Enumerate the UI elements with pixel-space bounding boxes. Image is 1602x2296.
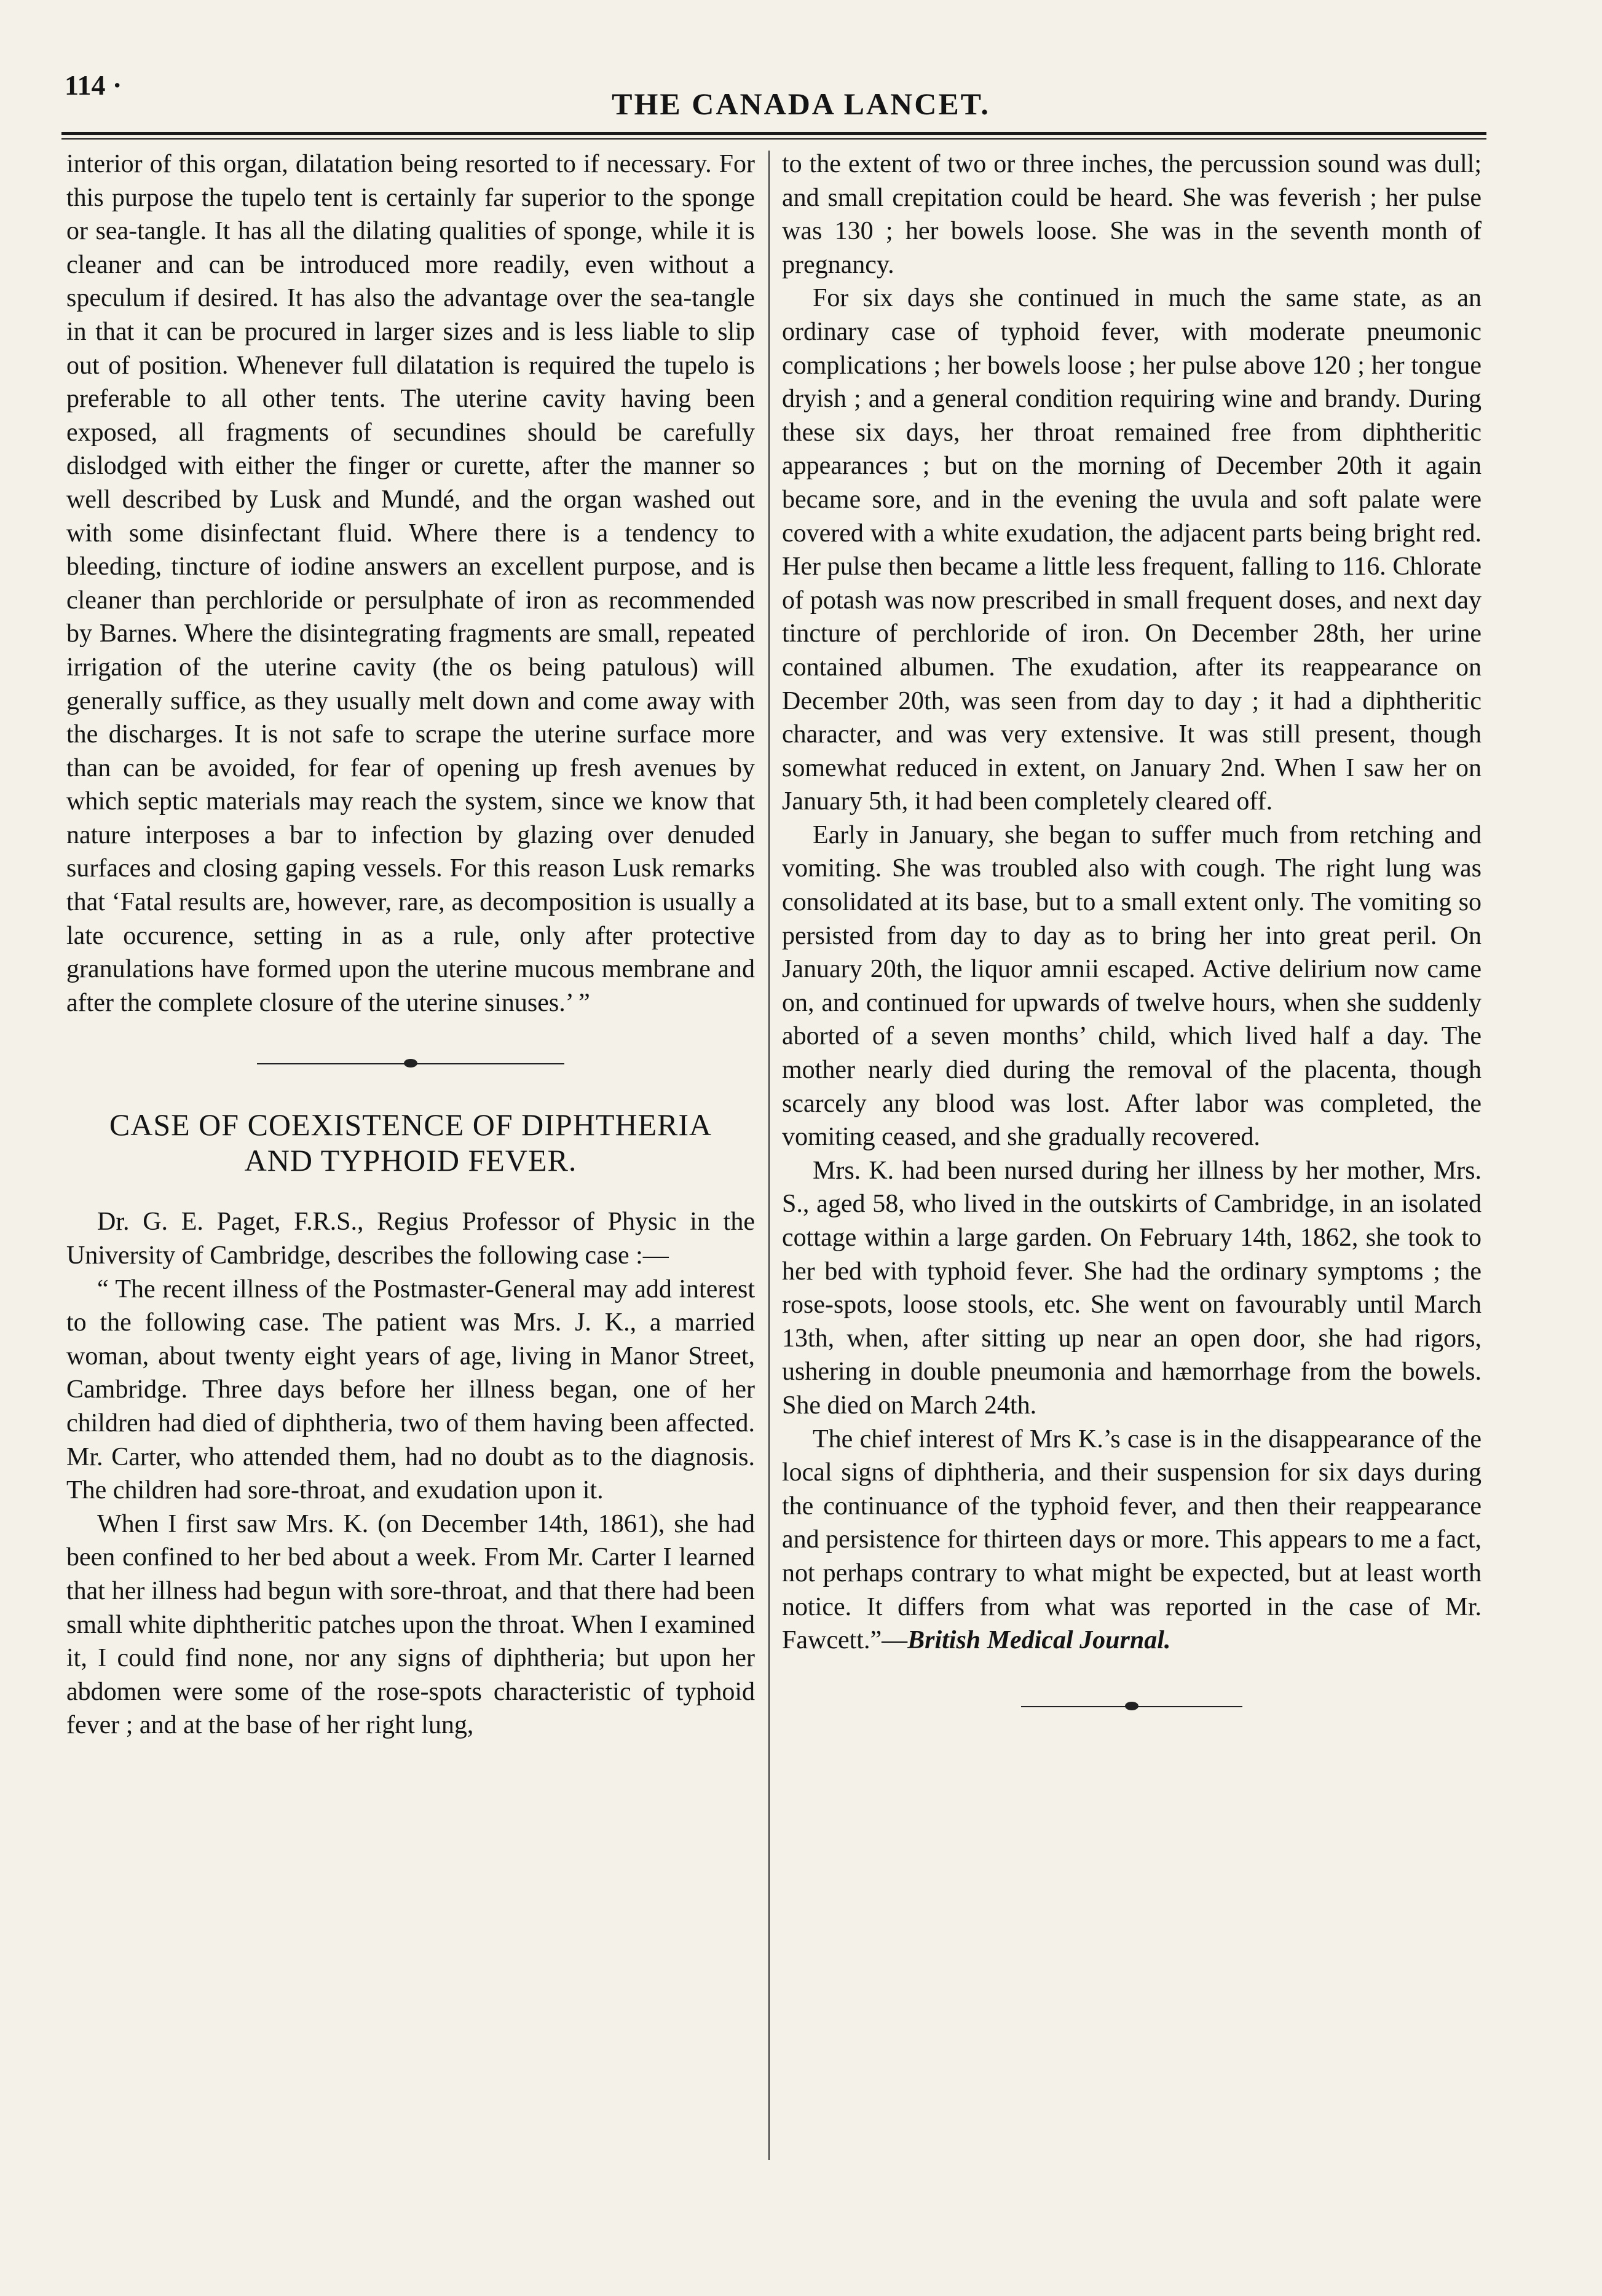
end-divider-ornament	[1021, 1700, 1242, 1713]
header-rule	[61, 132, 1486, 140]
case-paragraph-1: “ The recent illness of the Postmaster-General may add interest to the following case. The patient was Mrs. J. K., a married woman, about twenty eight years of age, living in Manor Street, Cambridge. Three days before her illness began, one of her children had died of diphtheria, two of them having been affected. Mr. Carter, who attended them, had no doubt as to the diagnosis. The children had sore-throat, and exudation upon it.	[66, 1275, 755, 1505]
page-number: 114 ·	[65, 69, 122, 101]
case-paragraph-6	[782, 1423, 1482, 1657]
case-paragraph-5: Mrs. K. had been nursed during her illness by her mother, Mrs. S., aged 58, who lived in the outskirts of Cambridge, in an isolated cottage within a large garden. On February 14th, 1862, she took to her bed with typhoid fever. She had the ordinary symptoms ; the rose-spots, loose stools, etc. She went on favourably until March 13th, when, after sitting up near an open door, she had rigors, ushering in double pneumonia and hæmorrhage from the bowels. She died on March 24th.	[782, 1156, 1482, 1420]
article-title	[66, 1107, 755, 1178]
case-paragraph-2: When I first saw Mrs. K. (on December 14th, 1861), she had been confined to her bed about a week. From Mr. Carter I learned that her illness had begun with sore-throat, and that there had been small white diphtheritic patches upon the throat. When I examined it, I could find none, nor any signs of diphtheria; but upon her abdomen were some of the rose-spots characteristic of typhoid fever ; and at the base of her right lung,	[66, 1509, 755, 1740]
continued-paragraph: interior of this organ, dilatation being resorted to if necessary. For this purpose the tupelo tent is certainly far superior to the sponge or sea-tangle. It has all the dilating qualities of sponge, while it is cleaner and can be introduced more readily, even without a speculum if desired. It has also the advantage over the sea-tangle in that it can be procured in larger sizes and is less liable to slip out of position. Whenever full dilatation is required the tupelo is preferable to all other tents. The uterine cavity having been exposed, all fragments of secundines should be carefully dislodged with either the finger or curette, after the manner so well described by Lusk and Mundé, and the organ washed out with some disinfectant fluid. Where there is a tendency to bleeding, tincture of iodine answers an excellent purpose, and is cleaner than perchloride or persulphate of iron as recommended by Barnes. Where the disintegrating fragments are small, repeated irrigation of the uterine cavity (the os being patulous) will generally suffice, as they usually melt down and come away with the discharges. It is not safe to scrape the uterine surface more than can be avoided, for fear of opening up fresh avenues by which septic materials may reach the system, since we know that nature interposes a bar to infection by glazing over denuded surfaces and closing gaping vessels. For this reason Lusk remarks that ‘Fatal results are, however, rare, as decomposition is usually a late occurence, setting in as a rule, only after protective granulations have formed upon the uterine mucous membrane and after the complete closure of the uterine sinuses.’ ”	[66, 150, 755, 1017]
source-citation: British Medical Journal.	[907, 1626, 1171, 1655]
article-title-line-2: AND TYPHOID FEVER.	[244, 1143, 577, 1178]
closing-text: The chief interest of Mrs K.’s case is in the disappearance of the local signs of diphtheria, and their suspension for six days during the continuance of the typhoid fever, and then their reappearance and persistence for thirteen days or more. This appears to me a fact, not perhaps contrary to what might be expected, but at least worth notice. It differs from what was reported in the case of Mr. Fawcett.”—	[782, 1425, 1482, 1655]
case-paragraph-continued: to the extent of two or three inches, the percussion sound was dull; and small crepitation could be heard. She was feverish ; her pulse was 130 ; her bowels loose. She was in the seventh month of pregnancy.	[782, 150, 1482, 279]
article-title-line-1: CASE OF COEXISTENCE OF DIPHTHERIA	[109, 1107, 712, 1142]
case-paragraph-3: For six days she continued in much the same state, as an ordinary case of typhoid fever, with moderate pneumonic complications ; her bowels loose ; her pulse above 120 ; her tongue dryish ; and a general condition requiring wine and brandy. During these six days, her throat remained free from diphtheritic appearances ; but on the morning of December 20th it again became sore, and in the evening the uvula and soft palate were covered with a white exudation, the adjacent parts being bright red. Her pulse then became a little less frequent, falling to 116. Chlorate of potash was now prescribed in small frequent doses, and next day tincture of perchloride of iron. On December 28th, her urine contained albumen. The exudation, after its reappearance on December 20th, was seen from day to day ; it had a diphtheritic character, and was very extensive. It was still present, though somewhat reduced in extent, on January 2nd. When I saw her on January 5th, it had been completely cleared off.	[782, 284, 1482, 816]
journal-title: THE CANADA LANCET.	[612, 87, 990, 121]
column-divider	[768, 151, 770, 2160]
section-divider-ornament	[257, 1058, 564, 1070]
left-column	[66, 147, 755, 1742]
right-column	[782, 147, 1482, 1750]
intro-paragraph: Dr. G. E. Paget, F.R.S., Regius Professor of Physic in the University of Cambridge, describes the following case :—	[66, 1208, 755, 1270]
case-paragraph-4: Early in January, she began to suffer much from retching and vomiting. She was troubled also with cough. The right lung was consolidated at its base, but to a small extent only. The vomiting so persisted from day to day as to bring her into great peril. On January 20th, the liquor amnii escaped. Active delirium now came on, and continued for upwards of twelve hours, when she suddenly aborted of a seven months’ child, which lived half a day. The mother nearly died during the removal of the placenta, though scarcely any blood was lost. After labor was completed, the vomiting ceased, and she gradually recovered.	[782, 820, 1482, 1152]
